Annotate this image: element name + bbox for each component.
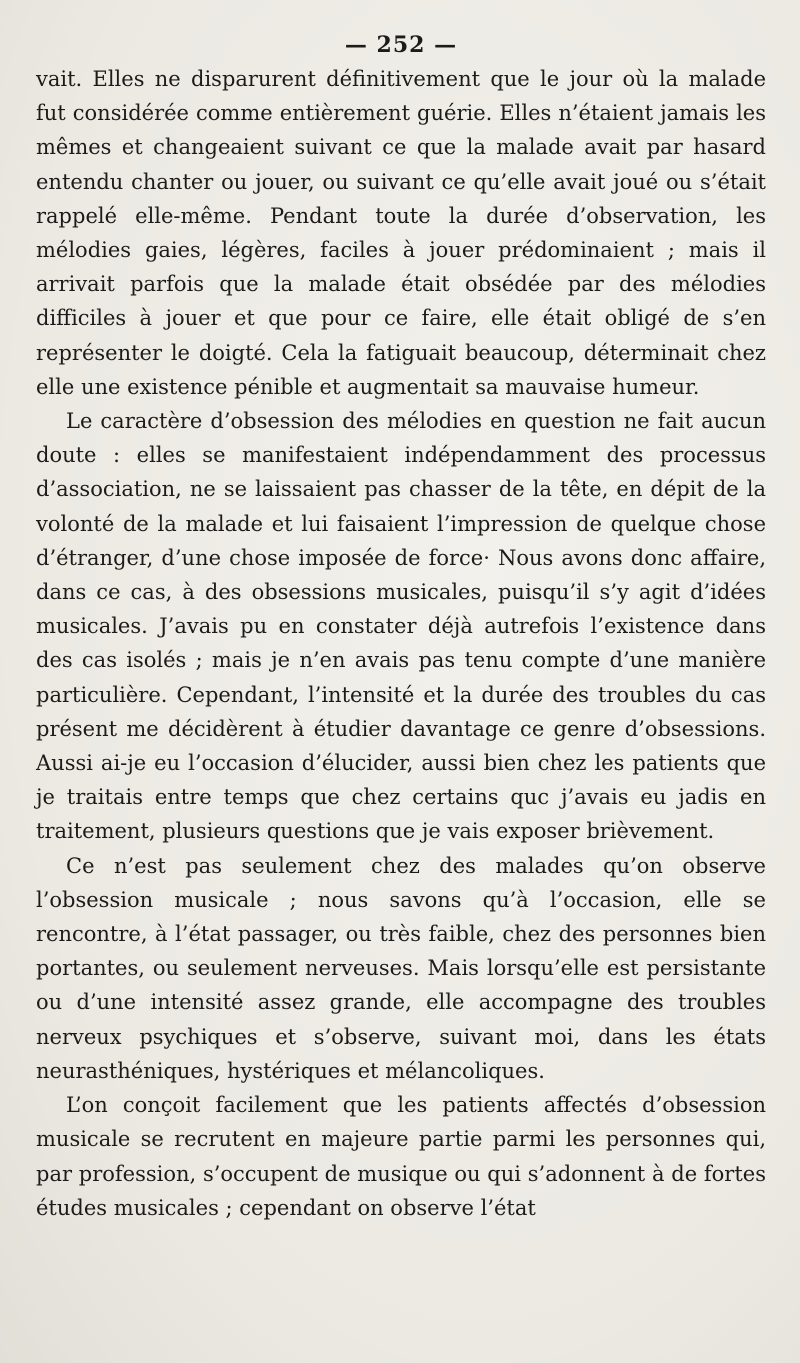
paragraph-obsession-character: Le caractère d’obsession des mélodies en question ne fait aucun doute : elles se manifestaient indépendamment des processus d’association, ne se laissaient pas chasser de la tête, en dépit de la volonté de la malade et lui faisaient l’impression de quelque chose d’étranger, d’une chose imposée de force· Nous avons donc affaire, dans ce cas, à des obsessions musicales, puisqu’il s’y agit d’idées musicales. J’avais pu en constater déjà autrefois l’existence dans des cas isolés ; mais je n’en avais pas tenu compte d’une manière particulière. Cependant, l’intensité et la durée des troubles du cas présent me décidèrent à étudier davantage ce genre d’obsessions. Aussi ai-je eu l’occasion d’élucider, aussi bien chez les patients que je traitais entre temps que chez certains quc j’avais eu jadis en traitement, plusieurs questions que je vais exposer brièvement. [36, 409, 766, 844]
paragraph-musical-obsession: Ce n’est pas seulement chez des malades qu’on observe l’obsession musicale ; nous savons qu’à l’occasion, elle se rencontre, à l’état passager, ou très faible, chez des personnes bien portantes, ou seulement nerveuses. Mais lorsqu’elle est persistante ou d’une intensité assez grande, elle accompagne des troubles nerveux psychiques et s’observe, suivant moi, dans les états neurasthéniques, hystériques et mélancoliques. [36, 853, 766, 1083]
paragraph-continuation: vait. Elles ne disparurent définitivement que le jour où la malade fut considérée comme entièrement guérie. Elles n’étaient jamais les mêmes et changeaient suivant ce que la malade avait par hasard entendu chanter ou jouer, ou suivant ce qu’elle avait joué ou s’était rappelé elle-même. Pendant toute la durée d’observation, les mélodies gaies, légères, faciles à jouer prédominaient ; mais il arrivait parfois que la malade était obsédée par des mélodies difficiles à jouer et que pour ce faire, elle était obligé de s’en représenter le doigté. Cela la fatiguait beaucoup, déterminait chez elle une existence pénible et augmentait sa mauvaise humeur. [36, 67, 766, 399]
paragraph-patients: L’on conçoit facilement que les patients affectés d’obsession musicale se recrutent en majeure partie parmi les personnes qui, par profession, s’occupent de musique ou qui s’adonnent à de fortes études musicales ; cependant on observe l’état [36, 1093, 766, 1220]
page-number: — 252 — [344, 32, 458, 58]
book-page [36, 30, 766, 1225]
